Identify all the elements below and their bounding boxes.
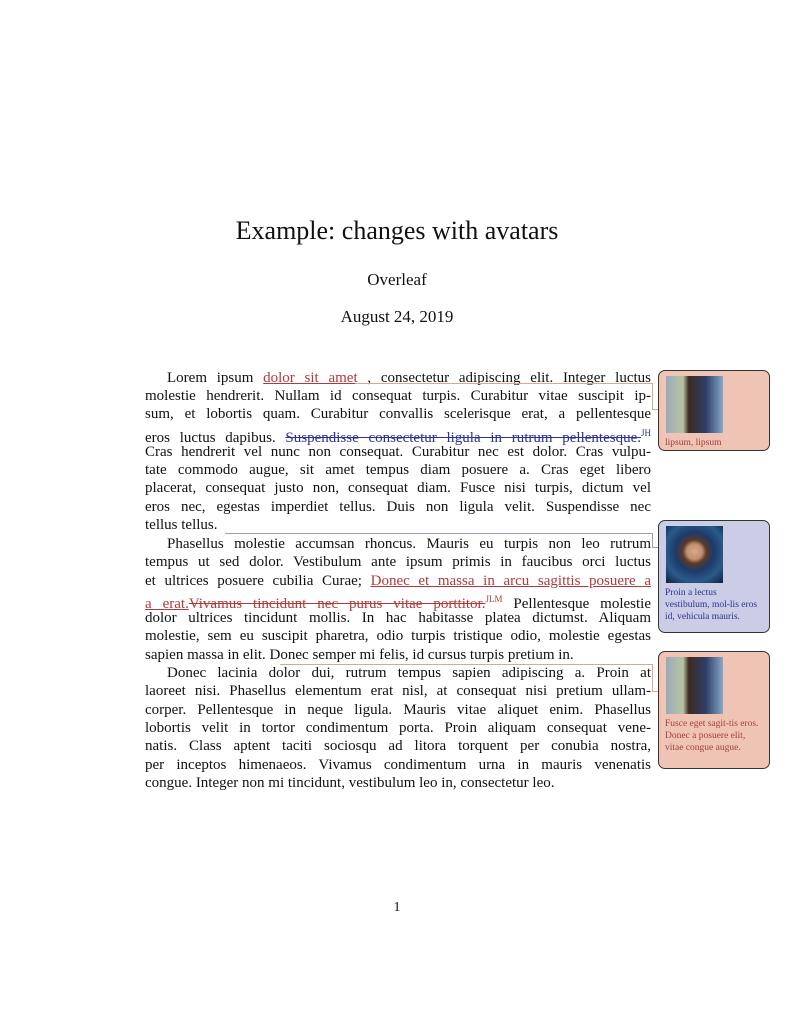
author-initials: JH [640,428,651,438]
text-segment: molestie hendrerit. Nullam id consequat turpis. Curabitur vitae suscipit ip- [145,388,651,404]
text-segment: tellus tellus. [145,517,218,533]
comment-box[interactable] [658,370,770,451]
inserted-text: Donec et massa in arcu sagittis posuere a [370,573,651,589]
text-segment: sapien massa in elit. Donec semper mi felis, id cursus turpis pretium in. [145,647,574,663]
text-line [145,737,651,755]
page-number: 1 [393,900,401,915]
author-initials: JLM [485,594,503,604]
text-line [145,590,651,612]
avatar-photo [666,657,723,714]
text-segment: eros luctus dapibus. [145,430,286,446]
text-segment: placerat, consequat justo non, consequat diam. Fusce nisi turpis, dictum vel [145,480,651,496]
text-segment: et ultrices posuere cubilia Curae; [145,573,371,589]
text-segment: tate commodo augue, sit amet tempus diam posuere a. Cras eget libero [145,462,651,478]
text-line [145,701,651,719]
text-line [145,461,651,479]
comment-connector [280,664,653,692]
text-segment: lobortis velit in tortor condimentum porta. Proin aliquam consequat vene- [145,720,651,736]
comment-connector [355,383,653,410]
text-segment: Phasellus molestie accumsan rhoncus. Mauris eu turpis non leo rutrum [167,536,651,552]
text-segment: eros nec, egestas imperdiet tellus. Duis non ligula velit. Suspendisse nec [145,499,651,515]
text-line [145,498,651,516]
text-segment: natis. Class aptent taciti sociosqu ad litora torquent per conubia nostra, [145,738,651,754]
text-line [145,553,651,571]
text-segment: molestie, sem eu suscipit pharetra, odio turpis tristique odio, molestie egestas [145,628,651,644]
text-line [145,443,651,461]
text-segment: congue. Integer non mi tincidunt, vestibulum leo in, consectetur leo. [145,775,555,791]
text-segment: Cras hendrerit vel nunc non consequat. Curabitur nec est dolor. Cras vulpu- [145,444,651,460]
text-line [145,479,651,497]
comment-text: lipsum, lipsum [665,438,722,448]
inserted-text: a erat. [145,596,189,612]
text-line [145,609,651,627]
text-segment: dolor ultrices tincidunt mollis. In hac habitasse platea dictumst. Aliquam [145,610,651,626]
text-segment: Pellentesque molestie [502,596,651,612]
document-author: Overleaf [367,270,427,289]
text-line [145,646,651,664]
text-line [145,774,651,792]
text-line [145,572,651,590]
text-segment: laoreet nisi. Phasellus elementum erat nisl, at consequat nisi pretium ullam- [145,683,651,699]
text-segment: corper. Pellentesque in neque ligula. Mauris vitae aliquet enim. Phasellus [145,702,651,718]
document-date: August 24, 2019 [340,307,454,326]
text-segment: Donec lacinia dolor dui, rutrum tempus sapien adipiscing a. Proin at [167,665,651,681]
text-line [145,627,651,645]
text-segment: , consectetur adipiscing elit. Integer luctus [367,370,651,386]
text-line [145,424,651,446]
document-title: Example: changes with avatars [235,216,559,245]
deleted-text: Suspendisse consectetur ligula in rutrum pellentesque. [285,430,641,446]
inserted-text: dolor sit amet [263,370,368,386]
text-segment: per inceptos himenaeos. Vivamus condimentum urna in mauris venenatis [145,757,651,773]
comment-text: Fusce eget sagit-tis eros. Donec a posuere elit, vitae congue augue. [665,719,759,753]
comment-connector [225,533,653,548]
text-line [145,516,651,534]
text-segment: sum, et lobortis quam. Curabitur convallis scelerisque erat, a pellentesque [145,406,651,422]
text-line [145,719,651,737]
text-segment: Lorem ipsum [167,370,264,386]
comment-box[interactable] [658,520,770,633]
avatar-photo [666,376,723,433]
avatar-photo [666,526,723,583]
comment-box[interactable] [658,651,770,769]
text-segment: tempus ut sed dolor. Vestibulum ante ipsum primis in faucibus orci luctus [145,554,651,570]
text-line [145,756,651,774]
deleted-text: Vivamus tincidunt nec purus vitae porttitor. [188,596,486,612]
comment-text: Proin a lectus vestibulum, mol-lis eros id, vehicula mauris. [665,588,758,622]
